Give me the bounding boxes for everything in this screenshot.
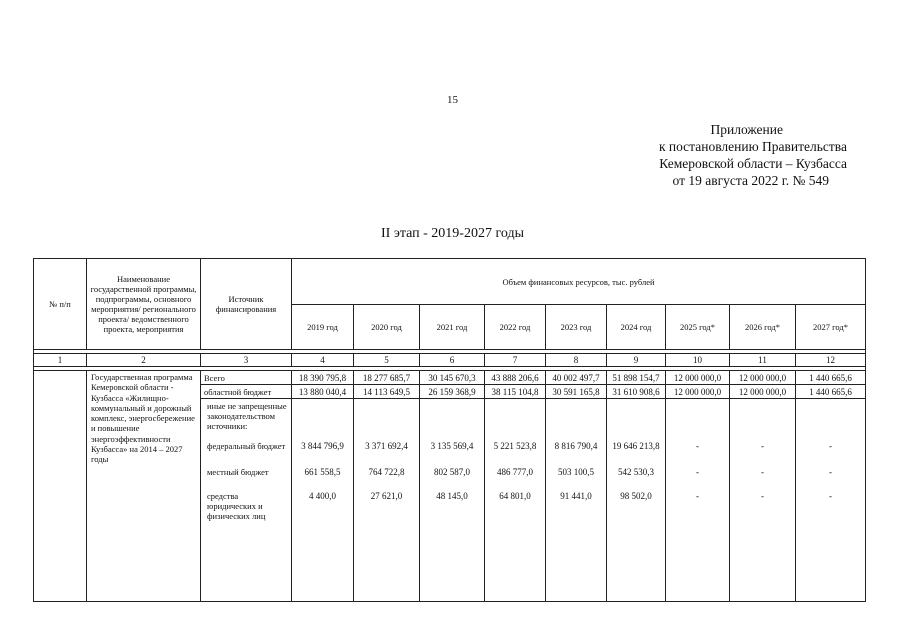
value-cell: 1 440 665,6 [796, 385, 866, 399]
value-legal: - [829, 491, 833, 501]
appendix-date: от 19 августа 2022 г. № 549 [672, 173, 829, 188]
value-stack [546, 399, 607, 602]
appendix-line-2: к постановлению Правительства [658, 139, 847, 154]
value-local: 802 587,0 [434, 467, 470, 477]
value-cell: 12 000 000,0 [730, 371, 796, 385]
financing-table [33, 258, 866, 602]
column-number: 11 [730, 354, 796, 367]
value-local: 542 530,3 [618, 467, 654, 477]
appendix-block [659, 121, 847, 189]
value-federal: 3 371 692,4 [365, 441, 408, 451]
header-year: 2023 год [546, 305, 607, 350]
value-federal: 3 135 569,4 [430, 441, 474, 451]
value-legal: - [696, 491, 699, 501]
value-federal: - [696, 441, 699, 451]
value-stack [666, 399, 730, 602]
column-number: 4 [292, 354, 354, 367]
source-local: местный бюджет [207, 467, 269, 477]
source-other-cell [201, 399, 292, 602]
table-row-total [34, 371, 866, 385]
header-year: 2019 год [292, 305, 354, 350]
header-volume: Объем финансовых ресурсов, тыс. рублей [292, 259, 866, 305]
value-cell: 26 159 368,9 [420, 385, 485, 399]
value-federal: - [761, 441, 764, 451]
value-local: - [829, 467, 833, 477]
value-federal: - [829, 441, 833, 451]
value-stack [420, 399, 485, 602]
value-stack [292, 399, 354, 602]
source-legal: средства юридических и физических лиц [207, 491, 266, 521]
value-stack [354, 399, 420, 602]
column-numbers-row [34, 354, 866, 367]
value-legal: 91 441,0 [560, 491, 592, 501]
column-number: 12 [796, 354, 866, 367]
header-year: 2024 год [607, 305, 666, 350]
page-number: 15 [447, 94, 458, 106]
row-num-cell [34, 371, 87, 602]
value-federal: 8 816 790,4 [554, 441, 598, 451]
column-number: 5 [354, 354, 420, 367]
source-regional: областной бюджет [201, 385, 292, 399]
column-number: 1 [34, 354, 87, 367]
value-local: - [696, 467, 699, 477]
column-number: 6 [420, 354, 485, 367]
column-number: 8 [546, 354, 607, 367]
column-number: 3 [201, 354, 292, 367]
appendix-title: Приложение [710, 122, 783, 137]
source-other: иные не запрещенные законодательством источники: [207, 401, 287, 431]
appendix-line-3: Кемеровской области – Кузбасса [659, 156, 847, 171]
value-local: 661 558,5 [304, 467, 341, 477]
value-cell: 30 145 670,3 [420, 371, 485, 385]
header-year: 2021 год [420, 305, 485, 350]
value-legal: 98 502,0 [620, 491, 652, 501]
stage-title: II этап - 2019-2027 годы [381, 226, 524, 241]
value-stack [730, 399, 796, 602]
value-cell: 12 000 000,0 [666, 385, 730, 399]
value-local: - [761, 467, 764, 477]
value-legal: 27 621,0 [370, 491, 403, 501]
column-number: 7 [485, 354, 546, 367]
value-stack [485, 399, 546, 602]
header-year: 2025 год* [666, 305, 730, 350]
value-legal: 4 400,0 [309, 491, 336, 501]
header-num: № п/п [34, 259, 87, 350]
value-stack [607, 399, 666, 602]
source-federal: федеральный бюджет [207, 441, 286, 451]
value-cell: 18 277 685,7 [354, 371, 420, 385]
value-cell: 1 440 665,6 [796, 371, 866, 385]
value-stack [796, 399, 866, 602]
header-year: 2027 год* [796, 305, 866, 350]
value-cell: 43 888 206,6 [485, 371, 546, 385]
value-federal: 19 646 213,8 [612, 441, 660, 451]
value-cell: 18 390 795,8 [292, 371, 354, 385]
column-number: 10 [666, 354, 730, 367]
value-cell: 51 898 154,7 [607, 371, 666, 385]
value-local: 503 100,5 [558, 467, 594, 477]
value-cell: 13 880 040,4 [292, 385, 354, 399]
value-legal: - [761, 491, 764, 501]
program-name: Государственная программа Кемеровской области - Кузбасса «Жилищно-коммунальный и дорожный комплекс, энергосбережение и повышение энергоэффективности Кузбасса» на 2014 – 2027 годы [87, 371, 201, 602]
value-local: 764 722,8 [368, 467, 405, 477]
value-cell: 12 000 000,0 [666, 371, 730, 385]
header-year: 2026 год* [730, 305, 796, 350]
source-total: Всего [201, 371, 292, 385]
header-year: 2022 год [485, 305, 546, 350]
value-cell: 40 002 497,7 [546, 371, 607, 385]
value-local: 486 777,0 [497, 467, 533, 477]
value-cell: 38 115 104,8 [485, 385, 546, 399]
value-cell: 14 113 649,5 [354, 385, 420, 399]
value-legal: 48 145,0 [436, 491, 468, 501]
value-legal: 64 801,0 [499, 491, 531, 501]
column-number: 9 [607, 354, 666, 367]
column-number: 2 [87, 354, 201, 367]
value-federal: 5 221 523,8 [493, 441, 537, 451]
value-cell: 31 610 908,6 [607, 385, 666, 399]
value-cell: 30 591 165,8 [546, 385, 607, 399]
header-year: 2020 год [354, 305, 420, 350]
value-federal: 3 844 796,9 [301, 441, 344, 451]
header-name: Наименование государственной программы, подпрограммы, основного мероприятия/ регионального проекта/ ведомственного проекта, мероприятия [87, 259, 201, 350]
value-cell: 12 000 000,0 [730, 385, 796, 399]
header-source: Источник финансирования [201, 259, 292, 350]
